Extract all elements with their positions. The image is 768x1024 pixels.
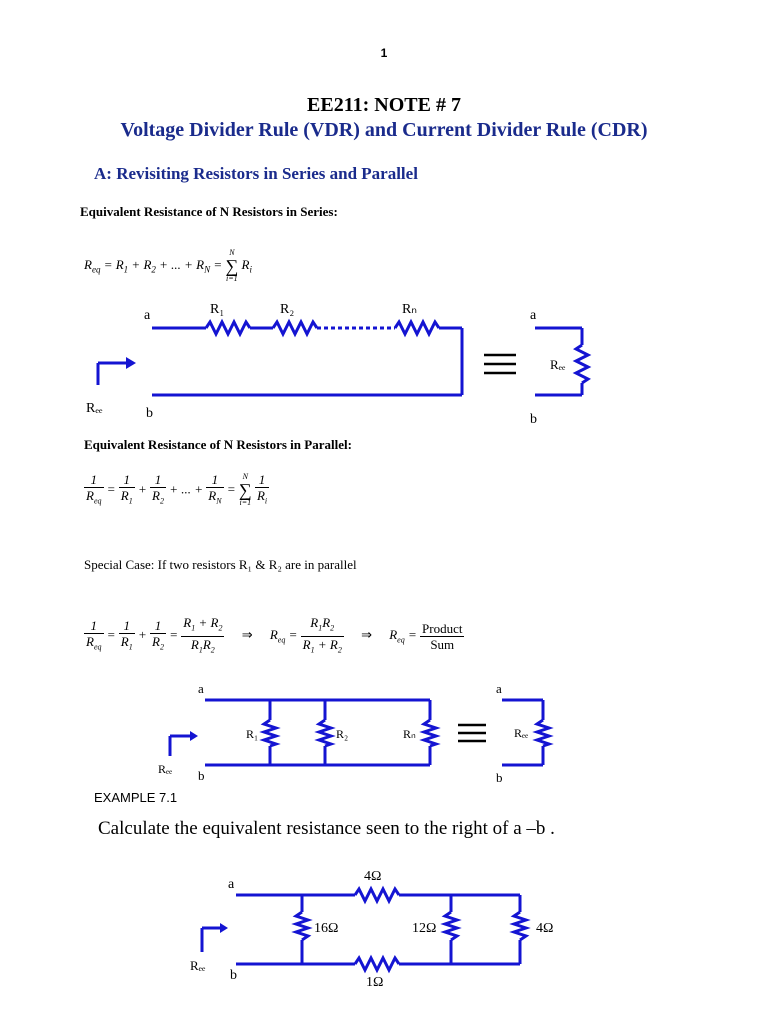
series-r2-label: R₂ <box>280 302 295 317</box>
example-title: EXAMPLE 7.1 <box>94 790 178 805</box>
section-a-heading: A: Revisiting Resistors in Series and Parallel <box>94 164 418 183</box>
series-equiv-b: b <box>530 412 537 427</box>
parallel-r2-label: R₂ <box>336 727 349 741</box>
example-circuit-diagram <box>180 862 580 992</box>
sum-label: Sum <box>430 636 455 652</box>
series-heading: Equivalent Resistance of N Resistors in Series: <box>80 204 338 219</box>
product-label: Product <box>422 620 463 636</box>
series-rn-label: Rₙ <box>402 302 417 317</box>
parallel-node-b: b <box>198 768 205 783</box>
page-number: 1 <box>380 46 388 60</box>
example-r4-label: 4Ω <box>536 921 554 936</box>
series-r1-label: R₁ <box>210 302 225 317</box>
parallel-equiv-a: a <box>496 681 502 696</box>
parallel-circuit-diagram <box>150 680 570 785</box>
page-title: EE211: NOTE # 7 <box>307 94 461 116</box>
example-node-b: b <box>230 968 237 983</box>
parallel-equation: $\frac{1}{R_{eq}}$ = $\frac{1}{R_1}$ + $\frac{1}{R_2}$ + ... + $\frac{1}{R_N}$ = N ∑ i=1 $\frac{1}{R_i}$ <box>86 472 268 508</box>
parallel-r1-label: R₁ <box>246 727 259 741</box>
page-subtitle: Voltage Divider Rule (VDR) and Current Divider Rule (CDR) <box>120 119 648 141</box>
series-req-label: Rₑₑ <box>86 401 103 416</box>
series-equiv-a: a <box>530 308 537 323</box>
example-r-bottom-label: 1Ω <box>366 975 384 990</box>
series-equiv-req: Rₑₑ <box>550 357 566 372</box>
example-r-top-label: 4Ω <box>364 869 382 884</box>
parallel-rn-label: Rₙ <box>403 727 416 741</box>
example-question: Calculate the equivalent resistance seen to the right of a –b . <box>98 818 555 839</box>
parallel-equiv-b: b <box>496 770 503 785</box>
special-case-text: Special Case: If two resistors R₁ & R₂ are in parallel <box>84 557 357 572</box>
example-req-label: Rₑₑ <box>190 958 206 973</box>
parallel-equiv-req: Rₑₑ <box>514 726 529 740</box>
parallel-heading: Equivalent Resistance of N Resistors in Parallel: <box>84 437 352 452</box>
series-circuit-diagram <box>70 295 630 430</box>
example-r16-label: 16Ω <box>314 921 339 936</box>
two-resistor-equation: $\frac{1}{R_{eq}}$ = $\frac{1}{R_1}$ + $\frac{1}{R_2}$ = $\frac{R_1 + R_2}{R_1R_2}$ ⇒ $R_{eq}$ = $\frac{R_1R_2}{R_1 + R_2}$ ⇒ $R_{eq}$ = $\frac{\text{Product}}{\text{Sum}}$ <box>86 615 463 655</box>
parallel-node-a: a <box>198 681 204 696</box>
series-equation: $R_{eq} = R_1 + R_2$ + ... + $R_N$ = N ∑ i=1 $R_i$ <box>84 248 252 283</box>
example-node-a: a <box>228 877 235 892</box>
parallel-req-label: Rₑₑ <box>158 762 173 776</box>
example-r12-label: 12Ω <box>412 921 437 936</box>
series-node-a: a <box>144 308 151 323</box>
series-node-b: b <box>146 406 153 421</box>
